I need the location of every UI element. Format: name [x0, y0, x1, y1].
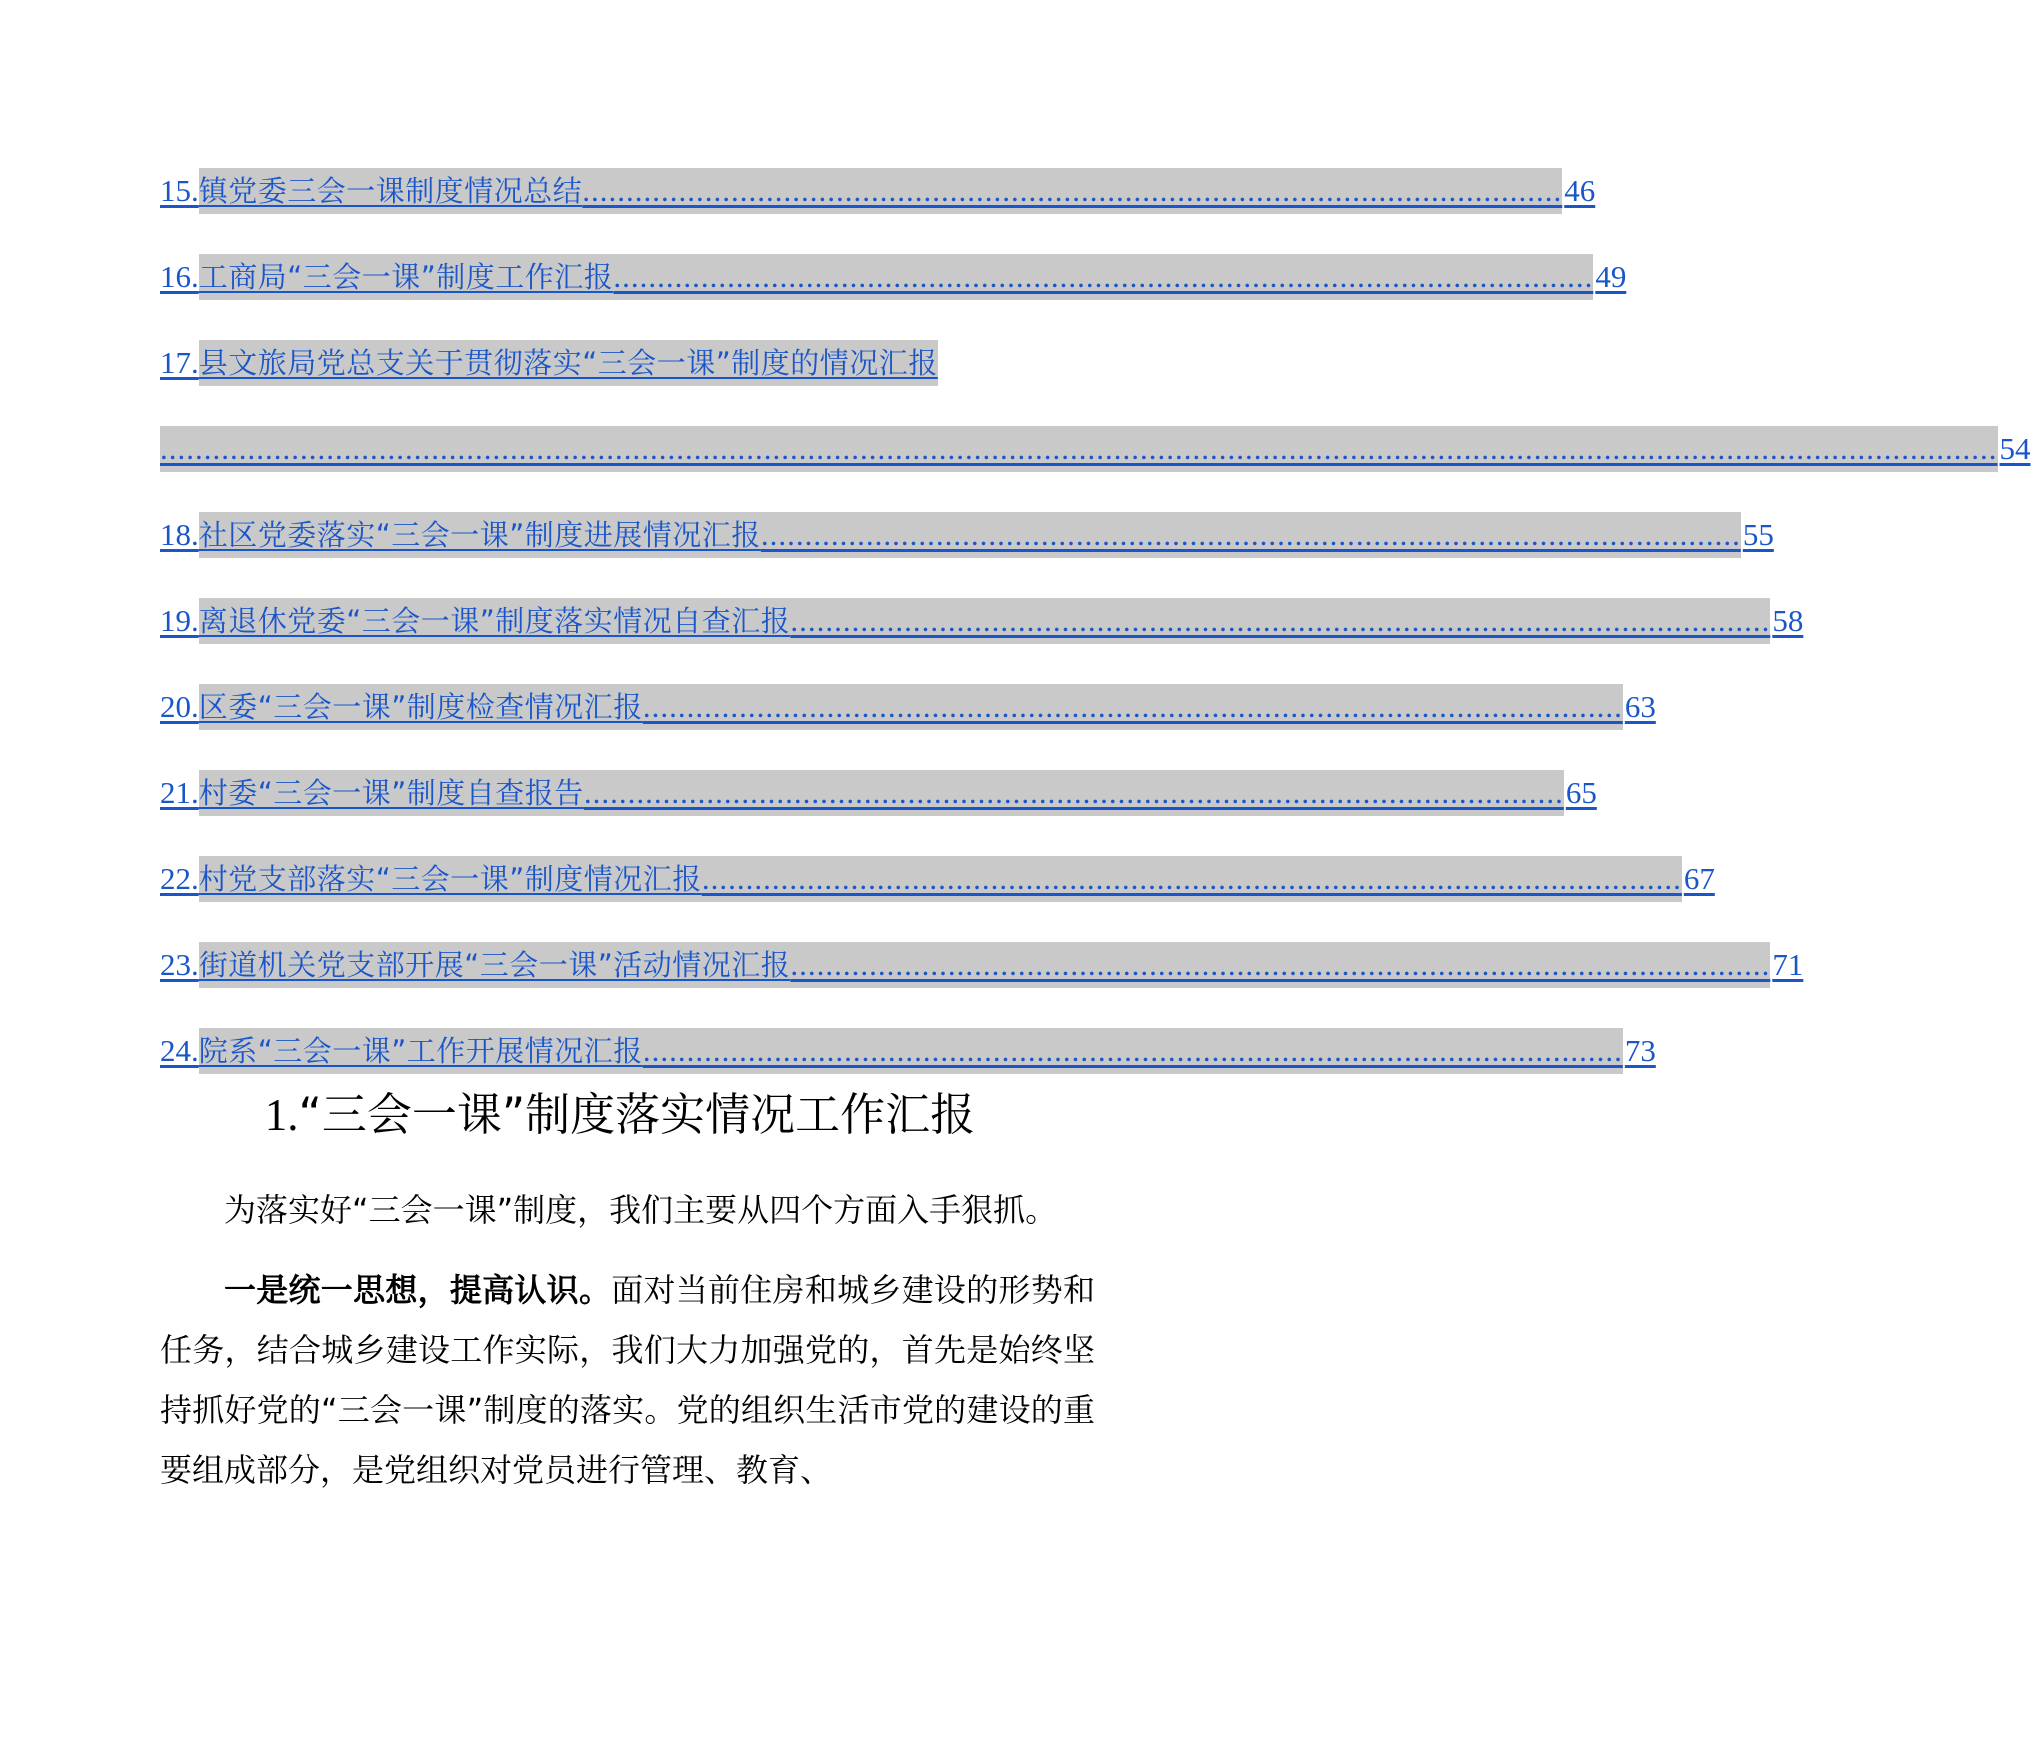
toc-entry-title: 村党支部落实“三会一课”制度情况汇报: [199, 856, 702, 902]
toc-entry-title: 区委“三会一课”制度检查情况汇报: [199, 684, 643, 730]
toc-entry-page: 49: [1595, 259, 1627, 294]
toc-leader-dots: ................................................................................................................: [790, 598, 1770, 644]
toc-entry-number: 20.: [160, 689, 199, 724]
toc-entry-number: 22.: [160, 861, 199, 896]
toc-entry-number: 17.: [160, 345, 199, 380]
toc-entry-page: 71: [1772, 947, 1804, 982]
toc-leader-dots: ..................................................................................................................................................................................................................: [160, 426, 1998, 472]
toc-entry-title: 县文旅局党总支关于贯彻落实“三会一课”制度的情况汇报: [199, 340, 938, 386]
paragraph-point-one: [160, 1260, 1095, 1500]
toc-leader-dots: ................................................................................................................: [761, 512, 1741, 558]
toc-entry-number: 21.: [160, 775, 199, 810]
toc-entry-page: 58: [1772, 603, 1804, 638]
toc-leader-dots: ................................................................................................................: [702, 856, 1682, 902]
toc-entry-title: 院系“三会一课”工作开展情况汇报: [199, 1028, 643, 1074]
toc-entry-title: 镇党委三会一课制度情况总结: [199, 168, 583, 214]
toc-entry-page: 54: [1999, 431, 2031, 466]
table-of-contents: [160, 168, 2031, 1114]
toc-entry-22[interactable]: [160, 856, 1715, 942]
toc-entry-title: 村委“三会一课”制度自查报告: [199, 770, 584, 816]
toc-entry-title: 离退休党委“三会一课”制度落实情况自查汇报: [199, 598, 791, 644]
toc-entry-page: 46: [1564, 173, 1596, 208]
toc-entry-title: 街道机关党支部开展“三会一课”活动情况汇报: [199, 942, 791, 988]
toc-entry-number: 24.: [160, 1033, 199, 1068]
toc-entry-title: 工商局“三会一课”制度工作汇报: [199, 254, 614, 300]
toc-leader-dots: ................................................................................................................: [643, 684, 1623, 730]
toc-entry-number: 18.: [160, 517, 199, 552]
document-body: [160, 1180, 1095, 1520]
paragraph-text: 面对当前住房和城乡建设的形势和任务，结合城乡建设工作实际，我们大力加强党的，首先是始终坚持抓好党的“三会一课”制度的落实。党的组织生活市党的建设的重要组成部分，是党组织对党员进行管理、教育、: [160, 1271, 1095, 1489]
toc-entry-number: 23.: [160, 947, 199, 982]
toc-entry-21[interactable]: [160, 770, 1597, 856]
toc-entry-number: 16.: [160, 259, 199, 294]
toc-entry-18[interactable]: [160, 512, 1774, 598]
paragraph-text: 为落实好“三会一课”制度，我们主要从四个方面入手狠抓。: [224, 1191, 1058, 1229]
toc-entry-page: 73: [1624, 1033, 1656, 1068]
toc-leader-dots: ................................................................................................................: [643, 1028, 1623, 1074]
toc-entry-number: 15.: [160, 173, 199, 208]
toc-entry-17[interactable]: [160, 340, 2031, 512]
toc-entry-19[interactable]: [160, 598, 1804, 684]
toc-leader-dots: ................................................................................................................: [584, 770, 1564, 816]
toc-leader-dots: ................................................................................................................: [582, 168, 1562, 214]
toc-entry-page: 55: [1742, 517, 1774, 552]
toc-entry-15[interactable]: [160, 168, 1596, 254]
toc-entry-page: 63: [1624, 689, 1656, 724]
paragraph-intro: [160, 1180, 1095, 1240]
toc-entry-23[interactable]: [160, 942, 1804, 1028]
toc-entry-title: 社区党委落实“三会一课”制度进展情况汇报: [199, 512, 761, 558]
toc-leader-dots: ................................................................................................................: [613, 254, 1593, 300]
document-title-number: 1.: [264, 1090, 299, 1140]
toc-entry-number: 19.: [160, 603, 199, 638]
toc-entry-16[interactable]: [160, 254, 1627, 340]
document-title-text: “三会一课”制度落实情况工作汇报: [298, 1088, 976, 1141]
paragraph-lead: 一是统一思想，提高认识。: [224, 1271, 612, 1309]
toc-entry-20[interactable]: [160, 684, 1656, 770]
toc-leader-dots: ................................................................................................................: [790, 942, 1770, 988]
toc-entry-page: 65: [1565, 775, 1597, 810]
document-title: [0, 1080, 1240, 1150]
toc-entry-page: 67: [1683, 861, 1715, 896]
